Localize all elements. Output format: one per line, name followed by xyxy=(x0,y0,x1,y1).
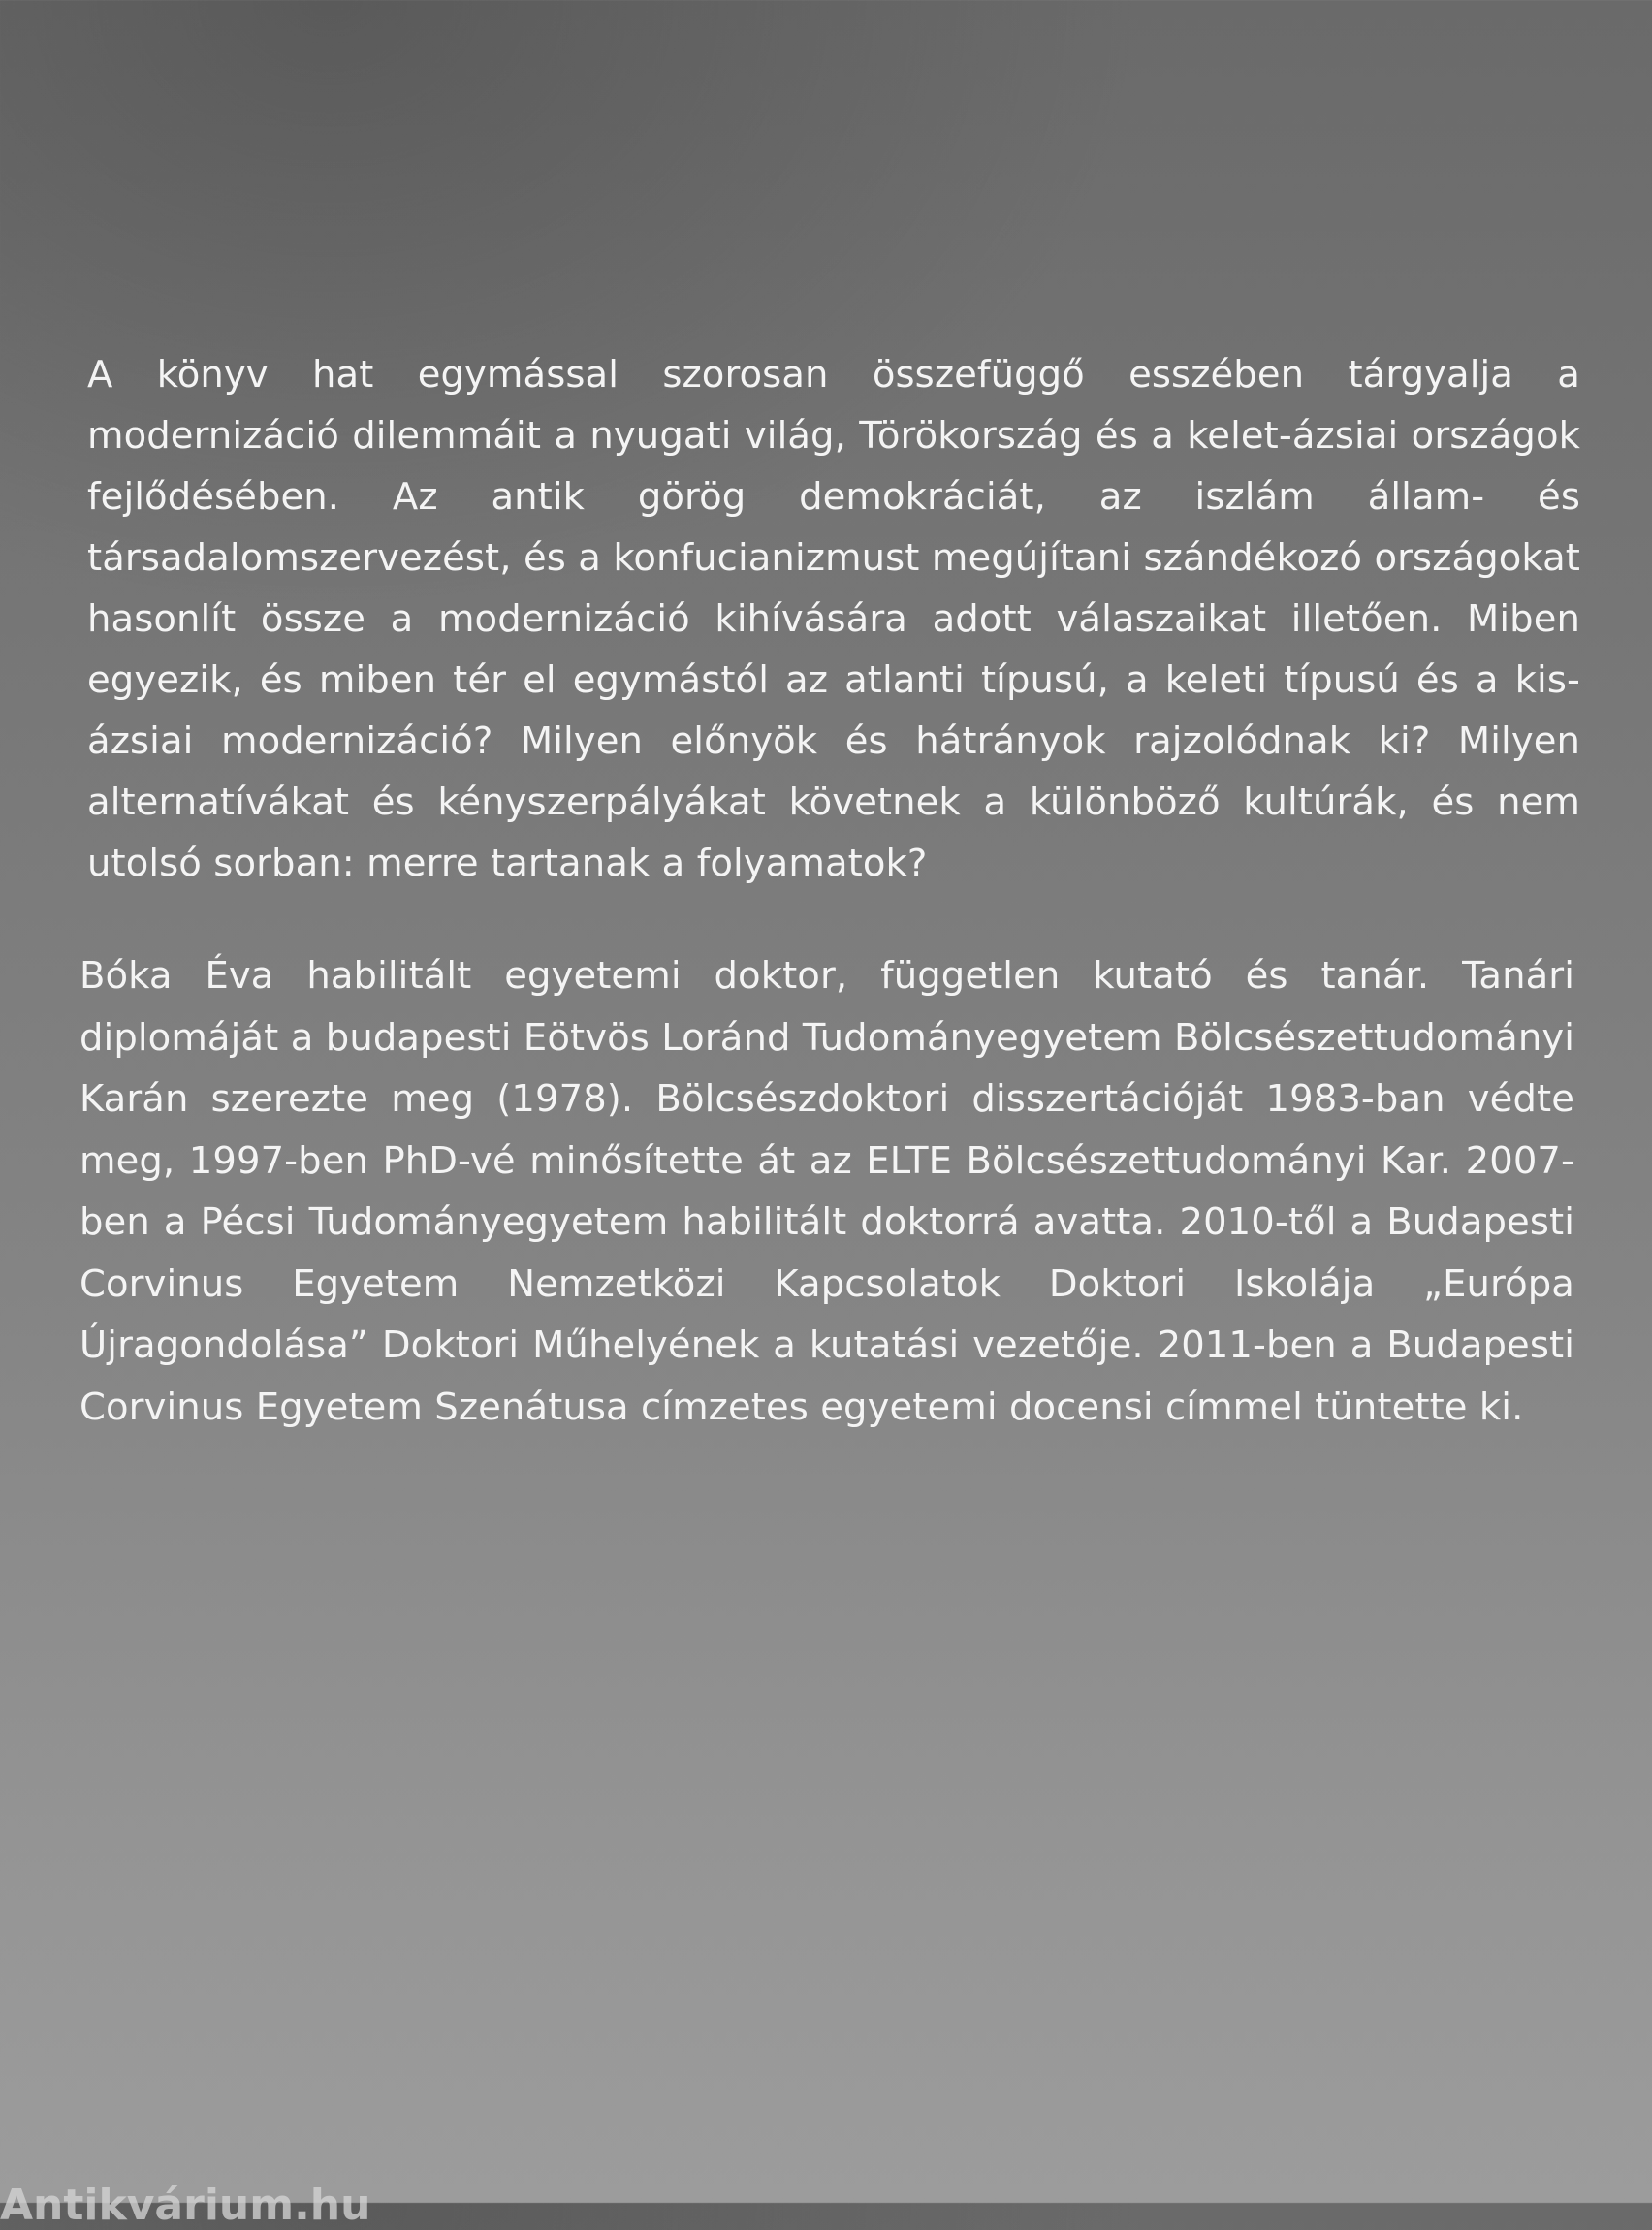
watermark: Antikvárium.hu xyxy=(0,2181,371,2230)
author-biography: Bóka Éva habilitált egyetemi doktor, független kutató és tanár. Tanári diplomáját a budapesti Eötvös Loránd Tudományegyetem Bölcsészettudományi Karán szerezte meg (1978). Bölcsészdoktori disszertációját 1983-ban védte meg, 1997-ben PhD-vé minősítette át az ELTE Bölcsészettudományi Kar. 2007-ben a Pécsi Tudományegyetem habilitált doktorrá avatta. 2010-től a Budapesti Corvinus Egyetem Nemzetközi Kapcsolatok Doktori Iskolája „Európa Újragondolása” Doktori Műhelyének a kutatási vezetője. 2011-ben a Budapesti Corvinus Egyetem Szenátusa címzetes egyetemi docensi címmel tüntette ki. xyxy=(79,954,1574,1429)
book-description: A könyv hat egymással szorosan összefüggő esszében tárgyalja a modernizáció dilemmáit a nyugati világ, Törökország és a kelet-ázsiai országok fejlődésében. Az antik görög demokráciát, az iszlám állam- és társadalomszervezést, és a konfucianizmust megújítani szándékozó országokat hasonlít össze a modernizáció kihívására adott válaszaikat illetően. Miben egyezik, és miben tér el egymástól az atlanti típusú, a keleti típusú és a kis-ázsiai modernizáció? Milyen előnyök és hátrányok rajzolódnak ki? Milyen alternatívákat és kényszerpályákat követnek a különböző kultúrák, és nem utolsó sorban: merre tartanak a folyamatok? xyxy=(87,353,1580,885)
